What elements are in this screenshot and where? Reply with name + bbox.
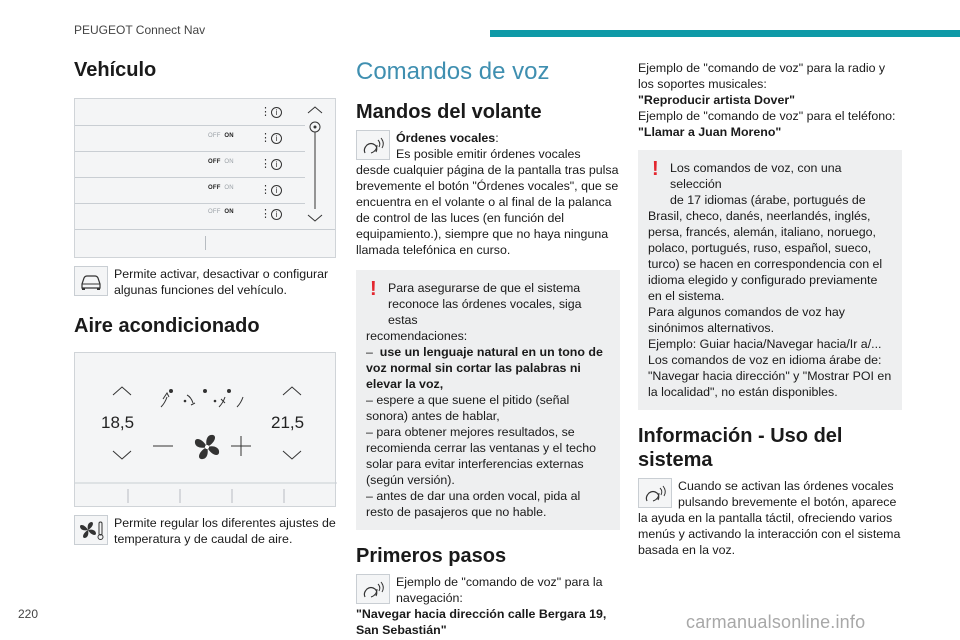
toggle-switch: OFF ON <box>208 185 234 191</box>
voice-orders-text: desde cualquier página de la pantalla tras pulsa brevemente el botón "Órdenes vocales", que se encuentra en el volante o al final de la palanca de control de las luces (en función del equipamiento.), siempre que no haya ninguna llamada telefónica en curso. <box>356 163 619 257</box>
note-intro-line3: recomendaciones: <box>366 329 468 343</box>
voice-commands-title: Comandos de voz <box>356 58 550 85</box>
ac-description-text: Permite regular los diferentes ajustes de temperatura y de caudal de aire. <box>114 516 336 546</box>
languages-note-line1: Los comandos de voz, con una selección <box>670 161 842 191</box>
more-options-icon: ⋮ <box>260 208 271 220</box>
column-1 <box>74 52 336 547</box>
temperature-left: 18,5 <box>101 413 135 432</box>
phone-example: Ejemplo de "comando de voz" para el teléfono: <box>638 109 896 123</box>
system-info-paragraph <box>638 478 902 558</box>
info-icon: i <box>271 133 282 144</box>
system-info-heading: Información - Uso del sistema <box>638 425 843 471</box>
vehicle-description <box>74 266 336 298</box>
more-options-icon: ⋮ <box>260 184 271 196</box>
voice-orders-label: Órdenes vocales <box>396 131 496 145</box>
languages-note-text: Brasil, checo, danés, neerlandés, inglés, persa, francés, alemán, italiano, noruego, polaco, portugués, ruso, español, sueco, turco) se hacen en correspondencia con el idioma elegido y configurado previamente en el sistema. <box>648 209 883 303</box>
scroll-bar-icon <box>305 105 325 223</box>
first-steps-line1: Ejemplo de "comando de voz" para la <box>396 575 603 589</box>
first-steps-line2: navegación: <box>396 591 463 605</box>
note-item-2: – espere a que suene el pitido (señal sonora) antes de hablar, <box>366 393 570 423</box>
watermark: carmanualsonline.info <box>686 612 866 632</box>
more-options-icon: ⋮ <box>260 132 271 144</box>
toggle-switch: OFF ON <box>208 133 234 139</box>
ac-heading: Aire acondicionado <box>74 315 260 337</box>
car-icon <box>74 266 108 296</box>
languages-note-synonyms: Para algunos comandos de voz hay sinónimos alternativos. <box>648 305 845 335</box>
phone-example-command: "Llamar a Juan Moreno" <box>638 125 782 139</box>
first-steps-heading: Primeros pasos <box>356 545 507 567</box>
more-options-icon: ⋮ <box>260 158 271 170</box>
warning-icon: ! <box>652 158 659 180</box>
voice-command-icon <box>638 478 672 508</box>
vehicle-heading: Vehículo <box>74 59 157 81</box>
vehicle-description-text: Permite activar, desactivar o configurar algunas funciones del vehículo. <box>114 267 329 297</box>
warning-icon: ! <box>370 278 377 300</box>
languages-note-line2: de 17 idiomas (árabe, portugués de <box>670 193 866 207</box>
languages-note <box>638 150 902 410</box>
note-item-1: use un lenguaje natural en un tono de voz normal sin cortar las palabras ni elevar la voz, <box>366 345 603 391</box>
system-info-line2: pulsando brevemente el botón, aparece <box>678 495 897 509</box>
first-steps-paragraph <box>356 574 620 638</box>
climate-fan-icon <box>74 515 108 545</box>
ac-description <box>74 515 336 547</box>
toggle-switch: OFF ON <box>208 209 234 215</box>
voice-command-icon <box>356 130 390 160</box>
climate-screen-illustration <box>74 352 336 507</box>
page-number: 220 <box>18 607 39 621</box>
page-header <box>0 0 960 44</box>
languages-note-example: Ejemplo: Guiar hacia/Navegar hacia/Ir a/... <box>648 337 882 351</box>
note-intro-line2: reconoce las órdenes vocales, siga estas <box>388 297 582 327</box>
info-icon: i <box>271 209 282 220</box>
more-options-icon: ⋮ <box>260 106 271 118</box>
toggle-switch: OFF ON <box>208 159 234 165</box>
voice-orders-line1: Es posible emitir órdenes vocales <box>396 147 581 161</box>
column-3 <box>638 52 902 558</box>
info-icon: i <box>271 159 282 170</box>
steering-controls-heading: Mandos del volante <box>356 101 542 123</box>
voice-orders-paragraph: Órdenes vocales: Es posible emitir órdenes vocales desde cualquier página de la pantalla tras pulsa brevemente el botón "Órdenes vocales", que se encuentra en el volante o al final de la palanca de control de las luces (en función del equipamiento.), siempre que no haya ninguna llamada telefónica en curso. <box>356 131 619 257</box>
temperature-right: 21,5 <box>271 413 305 432</box>
note-item-4: – antes de dar una orden vocal, pida al resto de pasajeros que no hable. <box>366 489 581 519</box>
vehicle-screen-illustration <box>74 98 336 258</box>
info-icon: i <box>271 107 282 118</box>
voice-recognition-note: ! Para asegurarse de que el sistema reconoce las órdenes vocales, siga estas recomendaciones: – use un lenguaje natural en un tono de voz normal sin cortar las palabras ni elevar la voz, – espere a que suene el pitido (señal sonora) antes de hablar, – para obtener mejores resultados, se recomienda cerrar las ventanas y el techo solar para evitar interferencias externas (según versión). – antes de dar una orden vocal, pida al resto de pasajeros que no hable. <box>356 270 620 530</box>
column-2 <box>356 52 620 638</box>
first-steps-example: "Navegar hacia dirección calle Bergara 19, San Sebastián" <box>356 607 607 637</box>
radio-example-command: "Reproducir artista Dover" <box>638 93 796 107</box>
header-title: PEUGEOT Connect Nav <box>74 23 206 37</box>
languages-note-arabic: Los comandos de voz en idioma árabe de: "Navegar hacia dirección" y "Mostrar POI en la localidad", no están disponibles. <box>648 353 892 399</box>
voice-command-icon <box>356 574 390 604</box>
info-icon: i <box>271 185 282 196</box>
system-info-text: la ayuda en la pantalla táctil, ofreciendo varios menús y activando la interacción con el sistema basada en la voz. <box>638 511 901 557</box>
note-item-3: – para obtener mejores resultados, se recomienda cerrar las ventanas y el techo solar para evitar interferencias externas (según versión). <box>366 425 597 487</box>
header-accent-bar <box>490 30 960 37</box>
radio-example: Ejemplo de "comando de voz" para la radio y los soportes musicales: <box>638 61 886 91</box>
note-intro-line1: Para asegurarse de que el sistema <box>388 281 581 295</box>
system-info-line1: Cuando se activan las órdenes vocales <box>678 479 894 493</box>
